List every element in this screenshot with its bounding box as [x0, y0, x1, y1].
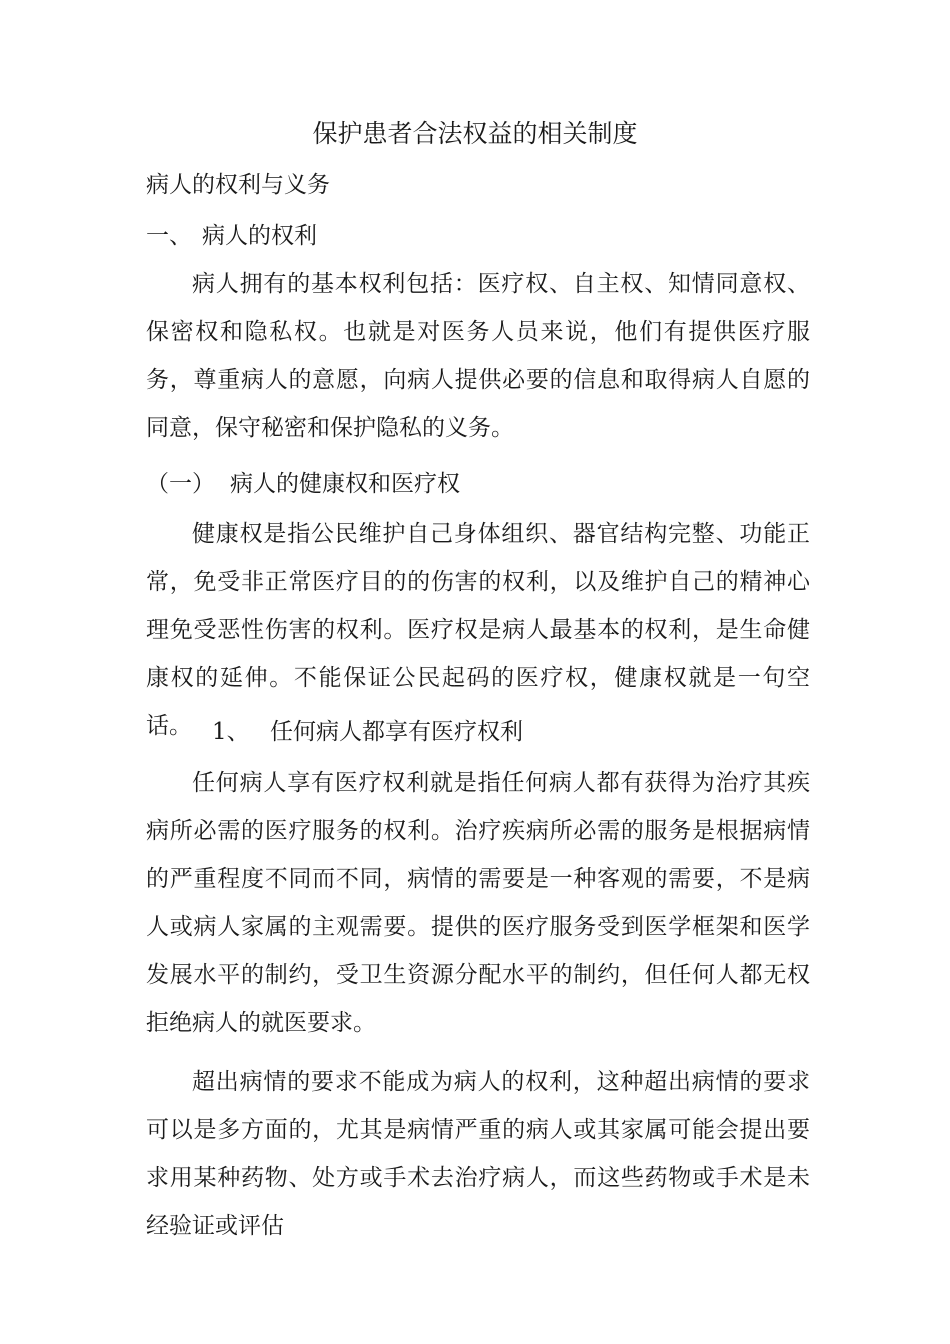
heading-level-2: [146, 464, 460, 504]
paragraph-health-rights: 健康权是指公民维护自己身体组织、器官结构完整、功能正常，免受非正常医疗目的的伤害的权利，以及维护自己的精神心理免受恶性伤害的权利。医疗权是病人最基本的权利，是生命健康权的延伸。不能保证公民起码的医疗权，健康权就是一句空话。: [146, 521, 810, 739]
heading-number: （一）: [146, 471, 215, 497]
heading-number: 1、: [212, 719, 250, 745]
paragraph-medical-rights: 任何病人享有医疗权利就是指任何病人都有获得为治疗其疾病所必需的医疗服务的权利。治疗疾病所必需的服务是根据病情的严重程度不同而不同，病情的需要是一种客观的需要，不是病人或病人家属的主观需要。提供的医疗服务受到医学框架和医学发展水平的制约，受卫生资源分配水平的制约，但任何人都无权拒绝病人的就医要求。: [146, 770, 810, 1036]
paragraph-patient-rights: 病人拥有的基本权利包括：医疗权、自主权、知情同意权、保密权和隐私权。也就是对医务人员来说，他们有提供医疗服务，尊重病人的意愿，向病人提供必要的信息和取得病人自愿的同意，保守秘密和保护隐私的义务。: [146, 271, 810, 441]
paragraph-beyond-illness: 超出病情的要求不能成为病人的权利，这种超出病情的要求可以是多方面的，尤其是病情严重的病人或其家属可能会提出要求用某种药物、处方或手术去治疗病人，而这些药物或手术是未经验证或评估: [146, 1069, 810, 1239]
heading-level-1: [146, 216, 317, 256]
heading-level-3: [212, 712, 523, 752]
document-title: 保护患者合法权益的相关制度: [312, 119, 638, 148]
heading-number: 一、: [146, 223, 192, 249]
heading-text: 病人的权利: [202, 223, 317, 249]
section-heading: 病人的权利与义务: [146, 172, 330, 198]
heading-text: 任何病人都享有医疗权利: [270, 719, 523, 745]
heading-text: 病人的健康权和医疗权: [230, 471, 460, 497]
